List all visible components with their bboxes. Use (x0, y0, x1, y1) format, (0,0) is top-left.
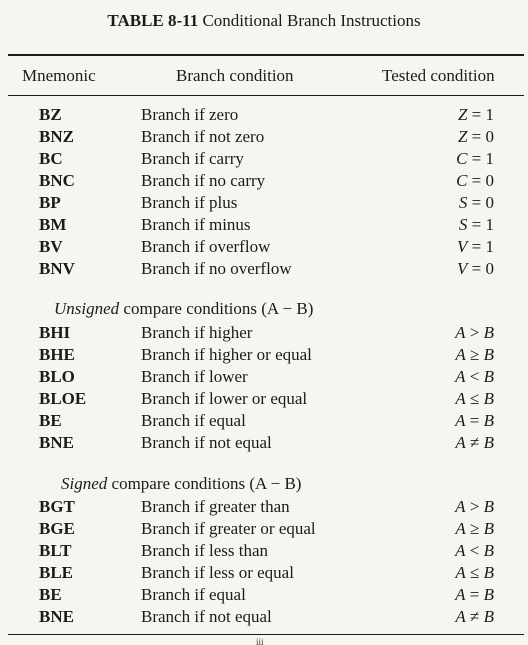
test-operand-left: C (456, 171, 468, 190)
test-operand-left: Z (457, 127, 468, 146)
tested-condition-cell (410, 518, 494, 540)
test-operator: = (471, 259, 482, 278)
mnemonic-cell: BM (39, 215, 67, 234)
test-operand-right: B (483, 323, 494, 342)
table-row (0, 126, 528, 148)
test-operator: > (469, 497, 480, 516)
table-row (0, 540, 528, 562)
test-operand-right: 1 (485, 215, 494, 234)
mnemonic-cell: BGE (39, 519, 75, 538)
test-operator: < (469, 367, 480, 386)
branch-condition-cell: Branch if zero (141, 105, 239, 124)
group-heading (54, 298, 313, 320)
test-operator: = (471, 171, 482, 190)
mnemonic-cell: BC (39, 149, 63, 168)
table-row (0, 584, 528, 606)
branch-condition-cell: Branch if lower or equal (141, 389, 308, 408)
tested-condition-cell (410, 606, 494, 628)
test-operand-right: B (483, 389, 494, 408)
branch-condition-cell: Branch if higher (141, 323, 253, 342)
tested-condition-cell (410, 584, 494, 606)
tested-condition-cell (410, 170, 494, 192)
branch-condition-cell: Branch if greater or equal (141, 519, 316, 538)
branch-condition-cell: Branch if higher or equal (141, 345, 312, 364)
table-row (0, 236, 528, 258)
test-operator: = (471, 215, 482, 234)
test-operand-left: S (458, 215, 468, 234)
table-row (0, 410, 528, 432)
branch-condition-cell: Branch if not equal (141, 433, 272, 452)
test-operator: = (469, 585, 480, 604)
test-operand-right: B (483, 519, 494, 538)
test-operand-left: A (455, 411, 466, 430)
mnemonic-cell: BNV (39, 259, 75, 278)
group-heading-text: compare conditions (A − B) (123, 299, 314, 318)
mnemonic-cell: BNE (39, 607, 74, 626)
test-operand-left: V (457, 237, 468, 256)
test-operator: ≠ (470, 607, 480, 626)
table-title: Conditional Branch Instructions (202, 11, 421, 30)
test-operand-left: S (458, 193, 468, 212)
column-header-branch-condition: Branch condition (176, 66, 294, 85)
test-operand-right: B (483, 541, 494, 560)
mnemonic-cell: BE (39, 411, 62, 430)
tested-condition-cell (410, 562, 494, 584)
tested-condition-cell (410, 388, 494, 410)
test-operand-left: A (455, 345, 466, 364)
test-operand-right: B (483, 433, 494, 452)
table-row (0, 258, 528, 280)
test-operator: = (471, 193, 482, 212)
page-number: iii (256, 637, 264, 645)
bottom-rule (8, 634, 524, 635)
test-operator: > (469, 323, 480, 342)
test-operand-left: A (455, 497, 466, 516)
test-operator: ≠ (470, 433, 480, 452)
branch-condition-cell: Branch if minus (141, 215, 251, 234)
test-operand-right: 1 (485, 237, 494, 256)
mnemonic-cell: BNE (39, 433, 74, 452)
test-operator: = (471, 105, 482, 124)
table-row (0, 192, 528, 214)
mnemonic-cell: BLT (39, 541, 72, 560)
test-operand-right: B (483, 563, 494, 582)
test-operator: ≥ (470, 519, 480, 538)
tested-condition-cell (410, 366, 494, 388)
table-row (0, 104, 528, 126)
test-operand-left: A (455, 607, 466, 626)
tested-condition-cell (410, 192, 494, 214)
table-number: TABLE 8-11 (107, 11, 199, 30)
tested-condition-cell (410, 410, 494, 432)
branch-condition-cell: Branch if equal (141, 411, 246, 430)
group-heading-emphasis: Signed (61, 474, 108, 493)
mnemonic-cell: BGT (39, 497, 75, 516)
table-row (0, 344, 528, 366)
group-heading-emphasis: Unsigned (54, 299, 120, 318)
mnemonic-cell: BLE (39, 563, 74, 582)
table-row (0, 518, 528, 540)
tested-condition-cell (410, 148, 494, 170)
branch-condition-cell: Branch if plus (141, 193, 238, 212)
tested-condition-cell (410, 236, 494, 258)
column-header-mnemonic: Mnemonic (22, 66, 96, 85)
test-operand-left: A (455, 541, 466, 560)
test-operand-right: 0 (485, 193, 494, 212)
test-operand-left: A (455, 519, 466, 538)
branch-condition-cell: Branch if no overflow (141, 259, 292, 278)
test-operand-left: A (455, 585, 466, 604)
mnemonic-cell: BV (39, 237, 63, 256)
tested-condition-cell (410, 344, 494, 366)
tested-condition-cell (410, 214, 494, 236)
tested-condition-cell (410, 432, 494, 454)
tested-condition-cell (410, 258, 494, 280)
mnemonic-cell: BLO (39, 367, 75, 386)
test-operand-left: A (455, 563, 466, 582)
mnemonic-cell: BHE (39, 345, 75, 364)
test-operator: = (471, 149, 482, 168)
table-row (0, 432, 528, 454)
table-row (0, 562, 528, 584)
test-operator: = (471, 237, 482, 256)
test-operator: = (469, 411, 480, 430)
column-header-tested-condition: Tested condition (382, 66, 495, 85)
table-caption (0, 11, 528, 31)
test-operand-left: A (455, 323, 466, 342)
test-operand-right: B (483, 607, 494, 626)
branch-condition-cell: Branch if less or equal (141, 563, 294, 582)
table-row (0, 388, 528, 410)
branch-condition-cell: Branch if greater than (141, 497, 290, 516)
test-operator: < (469, 541, 480, 560)
table-row (0, 170, 528, 192)
test-operand-right: 1 (485, 105, 494, 124)
test-operand-right: B (483, 345, 494, 364)
test-operand-right: B (483, 497, 494, 516)
test-operand-left: A (455, 389, 466, 408)
test-operand-right: 0 (485, 171, 494, 190)
test-operand-left: C (456, 149, 468, 168)
test-operand-right: B (483, 367, 494, 386)
test-operand-left: A (455, 433, 466, 452)
test-operand-right: 1 (485, 149, 494, 168)
test-operand-left: V (457, 259, 468, 278)
test-operand-right: B (483, 411, 494, 430)
test-operand-right: 0 (485, 127, 494, 146)
branch-condition-cell: Branch if no carry (141, 171, 266, 190)
branch-condition-cell: Branch if equal (141, 585, 246, 604)
group-heading (61, 473, 301, 495)
branch-condition-cell: Branch if less than (141, 541, 268, 560)
test-operand-right: 0 (485, 259, 494, 278)
top-rule (8, 54, 524, 56)
branch-condition-cell: Branch if not equal (141, 607, 272, 626)
table-row (0, 606, 528, 628)
tested-condition-cell (410, 322, 494, 344)
test-operator: ≤ (470, 563, 480, 582)
test-operand-left: Z (457, 105, 468, 124)
tested-condition-cell (410, 126, 494, 148)
table-row (0, 214, 528, 236)
group-heading-text: compare conditions (A − B) (111, 474, 302, 493)
mnemonic-cell: BLOE (39, 389, 87, 408)
branch-condition-cell: Branch if lower (141, 367, 248, 386)
header-rule (8, 95, 524, 96)
test-operand-right: B (483, 585, 494, 604)
tested-condition-cell (410, 540, 494, 562)
test-operand-left: A (455, 367, 466, 386)
mnemonic-cell: BZ (39, 105, 62, 124)
table-row (0, 496, 528, 518)
mnemonic-cell: BNC (39, 171, 75, 190)
branch-condition-cell: Branch if not zero (141, 127, 265, 146)
tested-condition-cell (410, 104, 494, 126)
branch-condition-cell: Branch if overflow (141, 237, 271, 256)
table-row (0, 366, 528, 388)
mnemonic-cell: BHI (39, 323, 71, 342)
tested-condition-cell (410, 496, 494, 518)
table-row (0, 148, 528, 170)
test-operator: ≥ (470, 345, 480, 364)
mnemonic-cell: BE (39, 585, 62, 604)
test-operator: = (471, 127, 482, 146)
mnemonic-cell: BNZ (39, 127, 74, 146)
table-row (0, 322, 528, 344)
test-operator: ≤ (470, 389, 480, 408)
branch-condition-cell: Branch if carry (141, 149, 244, 168)
mnemonic-cell: BP (39, 193, 61, 212)
